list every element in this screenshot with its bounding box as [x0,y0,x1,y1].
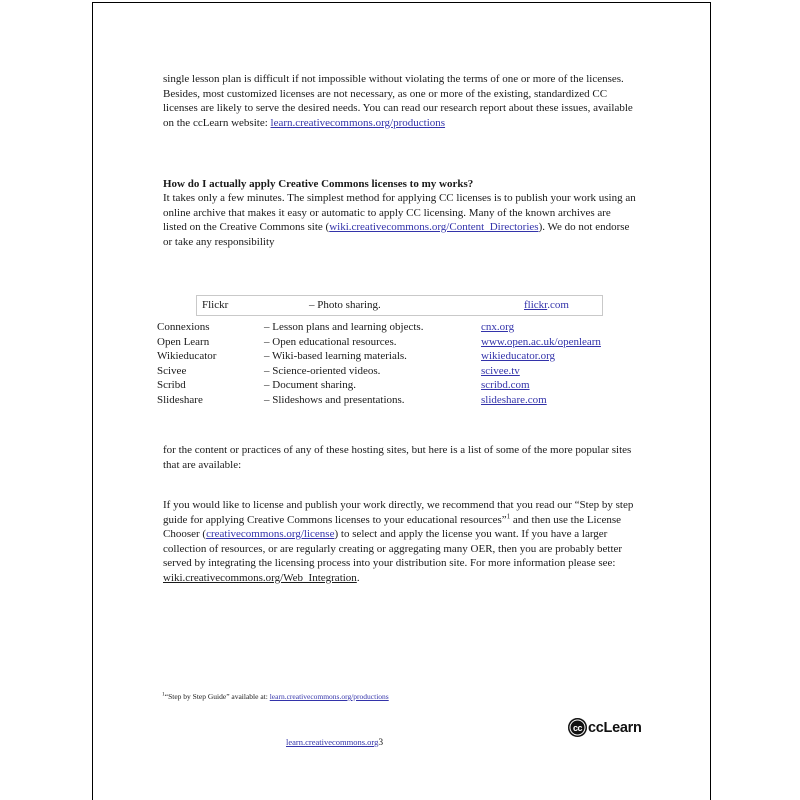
hosting-site-desc: – Open educational resources. [264,335,397,348]
hosting-site-desc: – Slideshows and presentations. [264,393,405,406]
table-row [157,378,637,393]
hosting-site-link[interactable]: scribd.com [481,379,530,392]
link-license-chooser[interactable]: creativecommons.org/license [206,528,335,540]
document-page [92,2,711,800]
link-flickr-main[interactable]: flickr [524,299,548,311]
page-number: 3 [378,738,384,748]
paragraph-apply [163,191,637,249]
paragraph-custom-licenses [163,72,637,130]
cc-circle-icon: cc [568,718,587,737]
footnote-marker: 1 [162,691,165,698]
paragraph-direct-licensing [163,498,637,585]
link-productions-footnote[interactable]: learn.creativecommons.org/productions [269,692,389,701]
link-flickr-suffix[interactable]: .com [547,299,569,311]
paragraph-apply-text-2: ). We do not endorse or take any responsibility [163,221,630,248]
cclearn-logo [568,718,642,737]
paragraph-popular-sites: for the content or practices of any of these hosting sites, but here is a list of some of the more popular sites that are available: [163,444,632,471]
hosting-site-desc: – Photo sharing. [309,299,381,311]
hosting-site-link[interactable]: www.open.ac.uk/openlearn [481,335,601,348]
hosting-site-desc: – Document sharing. [264,379,356,392]
link-content-directories[interactable]: wiki.creativecommons.org/Content_Directories [329,221,539,233]
footnote [162,692,389,701]
footnote-reference: 1 [506,511,511,520]
table-row [157,364,637,379]
page-footer [286,737,383,748]
hosting-site-link-flickr[interactable] [524,298,569,313]
hosting-site-name: Slideshare [157,393,203,406]
paragraph-custom-licenses-text: single lesson plan is difficult if not impossible without violating the terms of one or more of the licenses. Besides, most customized licenses are not necessary, as one or more of the existing, standardized CC licenses are likely to serve the desired needs. You can read our research report about these issues, available on the ccLearn website: [163,73,633,129]
table-row [157,393,637,408]
table-row [157,349,637,364]
hosting-site-name: Connexions [157,321,210,333]
cclearn-wordmark: ccLearn [588,719,642,736]
paragraph-direct-text-3: ) to select and apply the license you want. If you have a larger collection of resources, or are regularly creating or aggregating many OER, then you are probably better served by integrating the licensing process into your distribution site. For more information please see: [163,528,623,569]
paragraph-direct-text-2: and then use the License Chooser ( [163,513,622,540]
hosting-site-link[interactable]: cnx.org [481,321,515,333]
hosting-site-name: Flickr [202,299,229,311]
table-row [157,320,637,335]
hosting-site-desc: – Wiki-based learning materials. [264,350,407,363]
paragraph-apply-text-1: It takes only a few minutes. The simplest method for applying CC licenses is to publish your work using an online archive that makes it easy or automatic to apply CC licensing. Many of the known archives are listed on the Creative Commons site ( [163,192,636,233]
footnote-text: “Step by Step Guide” available at: [164,692,270,701]
hosting-site-link[interactable]: scivee.tv [481,364,520,377]
hosting-site-name: Scribd [157,379,186,392]
link-productions-top[interactable]: learn.creativecommons.org/productions [270,116,446,129]
hosting-sites-table [157,320,637,407]
hosting-site-name: Scivee [157,364,187,377]
section-heading-apply: How do I actually apply Creative Commons licenses to my works? [163,178,474,190]
hosting-site-link[interactable]: wikieducator.org [481,350,556,363]
hosting-site-name: Open Learn [157,335,210,348]
paragraph-direct-text-4: . [356,571,360,584]
footer-home-link[interactable]: learn.creativecommons.org [286,737,379,747]
hosting-site-link[interactable]: slideshare.com [481,393,547,406]
hosting-site-desc: – Lesson plans and learning objects. [264,321,424,333]
table-row [157,335,637,350]
hosting-site-name: Wikieducator [157,350,217,363]
hosting-row-flickr-box [196,295,603,316]
link-web-integration[interactable]: wiki.creativecommons.org/Web_Integration [163,571,357,584]
paragraph-direct-text-1: If you would like to license and publish your work directly, we recommend that you read our “Step by step guide for applying Creative Commons licenses to your educational resources” [163,499,634,526]
hosting-site-desc: – Science-oriented videos. [264,364,381,377]
